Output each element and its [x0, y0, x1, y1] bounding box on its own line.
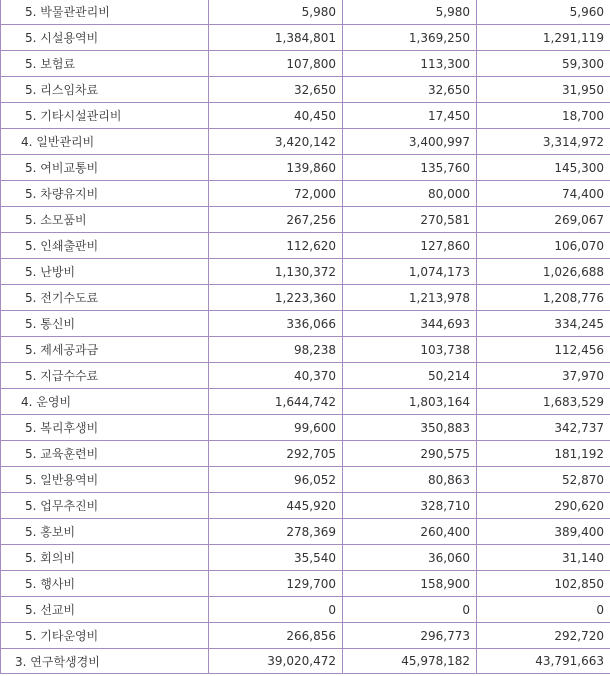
value-cell-3: 269,067 — [477, 207, 610, 233]
value-cell-2: 158,900 — [343, 571, 477, 597]
row-label: 5. 시설용역비 — [1, 25, 209, 51]
value-cell-1: 40,370 — [209, 363, 343, 389]
value-cell-3: 3,314,972 — [477, 129, 610, 155]
budget-table-body — [1, 0, 610, 674]
value-cell-3: 31,950 — [477, 77, 610, 103]
table-row — [1, 415, 610, 441]
value-cell-3: 1,683,529 — [477, 389, 610, 415]
value-cell-3: 18,700 — [477, 103, 610, 129]
row-label: 5. 인쇄출판비 — [1, 233, 209, 259]
value-cell-3: 31,140 — [477, 545, 610, 571]
value-cell-2: 5,980 — [343, 0, 477, 25]
value-cell-2: 350,883 — [343, 415, 477, 441]
value-cell-1: 72,000 — [209, 181, 343, 207]
value-cell-2: 135,760 — [343, 155, 477, 181]
value-cell-3: 0 — [477, 597, 610, 623]
value-cell-1: 39,020,472 — [209, 649, 343, 674]
value-cell-1: 107,800 — [209, 51, 343, 77]
value-cell-1: 32,650 — [209, 77, 343, 103]
table-row — [1, 77, 610, 103]
value-cell-2: 260,400 — [343, 519, 477, 545]
table-row — [1, 181, 610, 207]
value-cell-2: 103,738 — [343, 337, 477, 363]
value-cell-3: 1,208,776 — [477, 285, 610, 311]
table-row — [1, 259, 610, 285]
value-cell-2: 344,693 — [343, 311, 477, 337]
value-cell-3: 334,245 — [477, 311, 610, 337]
table-row — [1, 103, 610, 129]
value-cell-3: 37,970 — [477, 363, 610, 389]
value-cell-1: 139,860 — [209, 155, 343, 181]
table-row — [1, 233, 610, 259]
table-row — [1, 51, 610, 77]
row-label: 4. 운영비 — [1, 389, 209, 415]
value-cell-2: 32,650 — [343, 77, 477, 103]
row-label: 5. 기타운영비 — [1, 623, 209, 649]
table-row — [1, 389, 610, 415]
value-cell-2: 1,369,250 — [343, 25, 477, 51]
value-cell-1: 1,130,372 — [209, 259, 343, 285]
row-label: 5. 제세공과금 — [1, 337, 209, 363]
table-row — [1, 649, 610, 674]
value-cell-3: 145,300 — [477, 155, 610, 181]
value-cell-3: 112,456 — [477, 337, 610, 363]
table-row — [1, 129, 610, 155]
value-cell-3: 102,850 — [477, 571, 610, 597]
row-label: 5. 리스임차료 — [1, 77, 209, 103]
value-cell-2: 17,450 — [343, 103, 477, 129]
value-cell-1: 267,256 — [209, 207, 343, 233]
row-label: 5. 선교비 — [1, 597, 209, 623]
row-label: 5. 소모품비 — [1, 207, 209, 233]
value-cell-1: 99,600 — [209, 415, 343, 441]
table-row — [1, 155, 610, 181]
value-cell-1: 0 — [209, 597, 343, 623]
row-label: 5. 행사비 — [1, 571, 209, 597]
value-cell-2: 0 — [343, 597, 477, 623]
value-cell-3: 181,192 — [477, 441, 610, 467]
value-cell-3: 292,720 — [477, 623, 610, 649]
value-cell-3: 1,026,688 — [477, 259, 610, 285]
value-cell-3: 59,300 — [477, 51, 610, 77]
table-row — [1, 545, 610, 571]
row-label: 5. 교육훈련비 — [1, 441, 209, 467]
row-label: 5. 홍보비 — [1, 519, 209, 545]
value-cell-3: 290,620 — [477, 493, 610, 519]
table-row — [1, 285, 610, 311]
table-row — [1, 493, 610, 519]
value-cell-3: 1,291,119 — [477, 25, 610, 51]
value-cell-1: 3,420,142 — [209, 129, 343, 155]
row-label: 5. 회의비 — [1, 545, 209, 571]
value-cell-1: 35,540 — [209, 545, 343, 571]
value-cell-1: 96,052 — [209, 467, 343, 493]
row-label: 3. 연구학생경비 — [1, 649, 209, 674]
table-row — [1, 207, 610, 233]
value-cell-1: 5,980 — [209, 0, 343, 25]
row-label: 5. 일반용역비 — [1, 467, 209, 493]
value-cell-2: 1,213,978 — [343, 285, 477, 311]
row-label: 5. 복리후생비 — [1, 415, 209, 441]
value-cell-2: 270,581 — [343, 207, 477, 233]
row-label: 5. 여비교통비 — [1, 155, 209, 181]
value-cell-3: 342,737 — [477, 415, 610, 441]
row-label: 5. 지급수수료 — [1, 363, 209, 389]
value-cell-1: 445,920 — [209, 493, 343, 519]
value-cell-2: 113,300 — [343, 51, 477, 77]
value-cell-2: 1,803,164 — [343, 389, 477, 415]
value-cell-3: 52,870 — [477, 467, 610, 493]
value-cell-3: 5,960 — [477, 0, 610, 25]
value-cell-3: 106,070 — [477, 233, 610, 259]
value-cell-2: 1,074,173 — [343, 259, 477, 285]
value-cell-1: 336,066 — [209, 311, 343, 337]
value-cell-2: 290,575 — [343, 441, 477, 467]
value-cell-1: 1,644,742 — [209, 389, 343, 415]
value-cell-1: 266,856 — [209, 623, 343, 649]
row-label: 5. 보험료 — [1, 51, 209, 77]
table-row — [1, 311, 610, 337]
row-label: 5. 난방비 — [1, 259, 209, 285]
value-cell-2: 296,773 — [343, 623, 477, 649]
row-label: 4. 일반관리비 — [1, 129, 209, 155]
value-cell-2: 80,863 — [343, 467, 477, 493]
value-cell-2: 127,860 — [343, 233, 477, 259]
value-cell-2: 50,214 — [343, 363, 477, 389]
value-cell-3: 74,400 — [477, 181, 610, 207]
value-cell-2: 45,978,182 — [343, 649, 477, 674]
table-row — [1, 25, 610, 51]
table-row — [1, 441, 610, 467]
value-cell-1: 292,705 — [209, 441, 343, 467]
value-cell-1: 278,369 — [209, 519, 343, 545]
value-cell-1: 112,620 — [209, 233, 343, 259]
row-label: 5. 통신비 — [1, 311, 209, 337]
table-row — [1, 0, 610, 25]
table-row — [1, 337, 610, 363]
row-label: 5. 박물관관리비 — [1, 0, 209, 25]
row-label: 5. 전기수도료 — [1, 285, 209, 311]
value-cell-1: 98,238 — [209, 337, 343, 363]
value-cell-3: 43,791,663 — [477, 649, 610, 674]
value-cell-1: 40,450 — [209, 103, 343, 129]
row-label: 5. 차량유지비 — [1, 181, 209, 207]
value-cell-1: 129,700 — [209, 571, 343, 597]
value-cell-3: 389,400 — [477, 519, 610, 545]
table-row — [1, 571, 610, 597]
table-row — [1, 623, 610, 649]
table-row — [1, 519, 610, 545]
table-row — [1, 597, 610, 623]
value-cell-2: 80,000 — [343, 181, 477, 207]
value-cell-2: 36,060 — [343, 545, 477, 571]
value-cell-1: 1,384,801 — [209, 25, 343, 51]
value-cell-2: 3,400,997 — [343, 129, 477, 155]
value-cell-1: 1,223,360 — [209, 285, 343, 311]
table-row — [1, 467, 610, 493]
table-row — [1, 363, 610, 389]
value-cell-2: 328,710 — [343, 493, 477, 519]
row-label: 5. 업무추진비 — [1, 493, 209, 519]
row-label: 5. 기타시설관리비 — [1, 103, 209, 129]
